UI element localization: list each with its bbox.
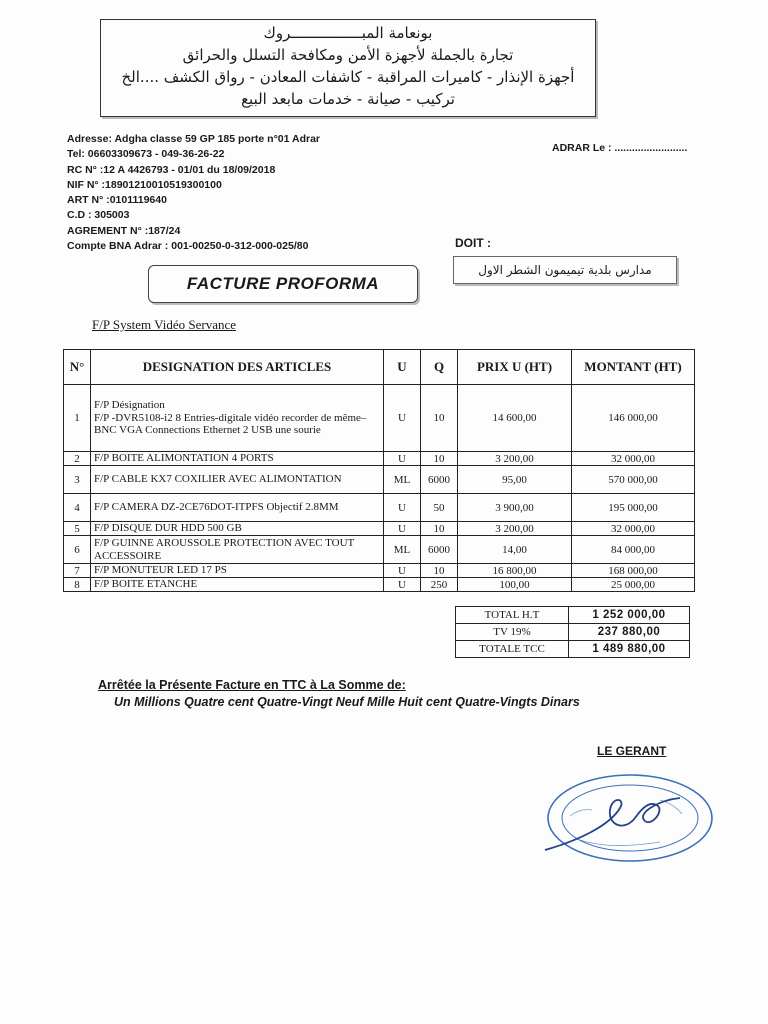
row-amount: 25 000,00 — [572, 578, 695, 592]
company-address: Adresse: Adgha classe 59 GP 185 porte n°01 Adrar — [67, 133, 321, 145]
total-ht-label: TOTAL H.T — [456, 607, 569, 624]
row-unit-price: 3 200,00 — [458, 522, 572, 536]
row-unit-price: 3 900,00 — [458, 494, 572, 522]
invoice-subtitle: F/P System Vidéo Servance — [92, 317, 237, 332]
header-owner-name: بونعامة المبــــــــــــــــروك — [263, 24, 433, 42]
row-amount: 32 000,00 — [572, 522, 695, 536]
row-unit: U — [384, 385, 421, 452]
col-header-no: N° — [64, 350, 91, 385]
table-row — [64, 536, 695, 564]
row-no: 6 — [64, 536, 91, 564]
row-no: 7 — [64, 564, 91, 578]
company-nif: NIF N° :18901210010519300100 — [67, 178, 222, 191]
col-header-unit: U — [384, 350, 421, 385]
row-amount: 84 000,00 — [572, 536, 695, 564]
table-row — [64, 578, 695, 592]
manager-label: LE GERANT — [597, 744, 667, 758]
totals-row — [456, 607, 690, 624]
items-table — [63, 349, 695, 592]
table-row — [64, 522, 695, 536]
row-no: 8 — [64, 578, 91, 592]
header-products: أجهزة الإنذار - كاميرات المراقبة - كاشفات المعادن - رواق الكشف ....الخ — [121, 68, 575, 86]
doit-label: DOIT : — [455, 236, 491, 250]
table-row — [64, 494, 695, 522]
header-services: تركيب - صيانة - خدمات مابعد البيع — [241, 90, 455, 108]
company-header-box — [100, 19, 596, 117]
row-unit: ML — [384, 536, 421, 564]
stamp-outer-ring — [548, 775, 712, 861]
row-designation: F/P GUINNE AROUSSOLE PROTECTION AVEC TOUT ACCESSOIRE — [91, 536, 384, 564]
row-designation: F/P CAMERA DZ-2CE76DOT-ITPFS Objectif 2.8MM — [91, 494, 384, 522]
company-cd: C.D : 305003 — [67, 209, 130, 222]
company-stamp — [540, 770, 716, 866]
company-rc: RC N° :12 A 4426793 - 01/01 du 18/09/2018 — [67, 163, 276, 176]
row-qty: 10 — [421, 385, 458, 452]
row-no: 3 — [64, 466, 91, 494]
totals-table — [455, 606, 690, 658]
invoice-title: FACTURE PROFORMA — [148, 265, 418, 303]
tva-value: 237 880,00 — [569, 624, 690, 641]
amount-in-words: Un Millions Quatre cent Quatre-Vingt Neuf Mille Huit cent Quatre-Vingts Dinars — [114, 695, 580, 709]
row-unit: U — [384, 494, 421, 522]
header-activity: تجارة بالجملة لأجهزة الأمن ومكافحة التسلل والحرائق — [182, 46, 514, 64]
row-unit: U — [384, 578, 421, 592]
row-designation: F/P MONUTEUR LED 17 PS — [91, 564, 384, 578]
company-art: ART N° :0101119640 — [67, 194, 167, 207]
total-ttc-value: 1 489 880,00 — [569, 641, 690, 658]
company-tel: Tel: 06603309673 - 049-36-26-22 — [67, 148, 225, 161]
row-unit-price: 14,00 — [458, 536, 572, 564]
row-unit-price: 14 600,00 — [458, 385, 572, 452]
row-no: 5 — [64, 522, 91, 536]
row-no: 1 — [64, 385, 91, 452]
row-amount: 570 000,00 — [572, 466, 695, 494]
tva-label: TV 19% — [456, 624, 569, 641]
row-unit: ML — [384, 466, 421, 494]
row-unit-price: 16 800,00 — [458, 564, 572, 578]
totals-row — [456, 641, 690, 658]
row-amount: 168 000,00 — [572, 564, 695, 578]
row-qty: 10 — [421, 522, 458, 536]
stamp-text-marks — [570, 800, 682, 846]
row-qty: 6000 — [421, 466, 458, 494]
row-designation: F/P BOITE ETANCHE — [91, 578, 384, 592]
row-qty: 6000 — [421, 536, 458, 564]
row-unit: U — [384, 452, 421, 466]
row-qty: 10 — [421, 452, 458, 466]
col-header-unit-price: PRIX U (HT) — [458, 350, 572, 385]
company-agrement: AGREMENT N° :187/24 — [67, 224, 181, 237]
col-header-designation: DESIGNATION DES ARTICLES — [91, 350, 384, 385]
client-box: مدارس بلدية تيميمون الشطر الاول — [453, 256, 677, 284]
totals-row — [456, 624, 690, 641]
table-row — [64, 385, 695, 452]
row-amount: 195 000,00 — [572, 494, 695, 522]
row-amount: 32 000,00 — [572, 452, 695, 466]
arrete-statement: Arrêtée la Présente Facture en TTC à La Somme de: — [98, 678, 406, 692]
row-no: 4 — [64, 494, 91, 522]
row-unit-price: 3 200,00 — [458, 452, 572, 466]
row-amount: 146 000,00 — [572, 385, 695, 452]
table-row — [64, 452, 695, 466]
row-qty: 50 — [421, 494, 458, 522]
row-unit-price: 95,00 — [458, 466, 572, 494]
date-line: ADRAR Le : ......................... — [552, 142, 688, 154]
table-row — [64, 564, 695, 578]
row-no: 2 — [64, 452, 91, 466]
table-header-row — [64, 350, 695, 385]
row-unit: U — [384, 522, 421, 536]
company-info — [67, 132, 320, 254]
row-qty: 10 — [421, 564, 458, 578]
company-bank-account: Compte BNA Adrar : 001-00250-0-312-000-025/80 — [67, 240, 309, 253]
total-ttc-label: TOTALE TCC — [456, 641, 569, 658]
row-designation: F/P BOITE ALIMONTATION 4 PORTS — [91, 452, 384, 466]
row-unit: U — [384, 564, 421, 578]
row-designation: F/P CABLE KX7 COXILIER AVEC ALIMONTATION — [91, 466, 384, 494]
row-qty: 250 — [421, 578, 458, 592]
col-header-amount: MONTANT (HT) — [572, 350, 695, 385]
total-ht-value: 1 252 000,00 — [569, 607, 690, 624]
row-unit-price: 100,00 — [458, 578, 572, 592]
row-designation: F/P DISQUE DUR HDD 500 GB — [91, 522, 384, 536]
table-row — [64, 466, 695, 494]
row-designation: F/P Désignation F/P -DVR5108-i2 8 Entries-digitale vidéo recorder de même– BNC VGA Connections Ethernet 2 USB une sourie — [91, 385, 384, 452]
col-header-qty: Q — [421, 350, 458, 385]
